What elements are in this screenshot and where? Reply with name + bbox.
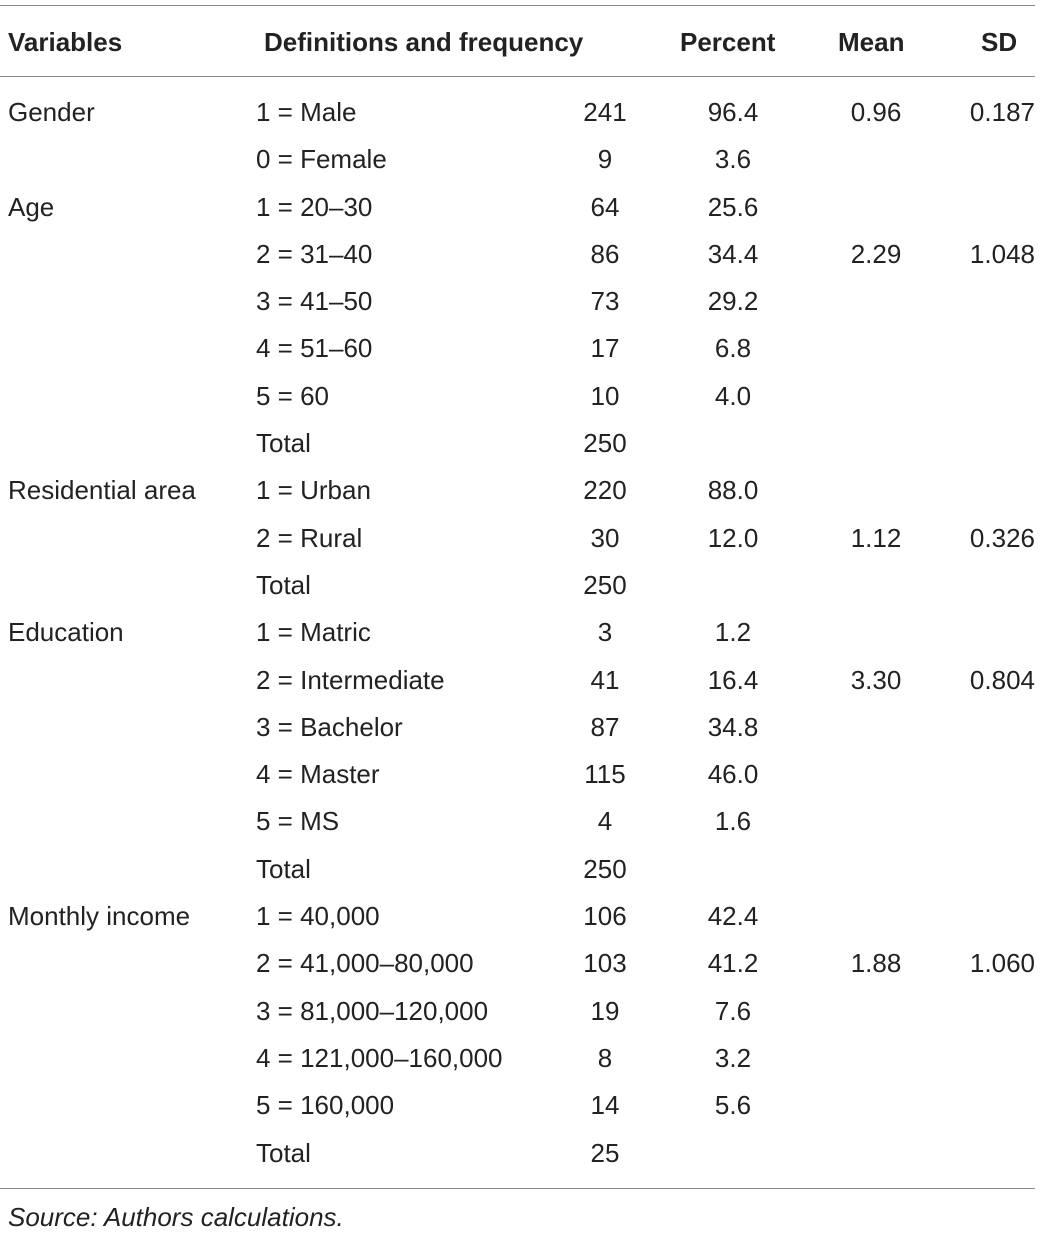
table-bottom-rule <box>0 1188 1035 1189</box>
cell-variable: Gender <box>8 97 95 127</box>
table-row <box>0 420 1042 467</box>
cell-frequency: 250 <box>583 428 627 459</box>
cell-frequency: 220 <box>583 475 627 506</box>
cell-definition: 1 = 40,000 <box>256 901 380 932</box>
cell-frequency: 103 <box>583 948 627 979</box>
cell-definition: 1 = Male <box>256 97 357 127</box>
cell-frequency: 30 <box>590 522 620 553</box>
cell-percent: 6.8 <box>714 333 752 364</box>
cell-mean: 1.88 <box>850 948 902 979</box>
table-row <box>0 751 1042 798</box>
table-header-rule <box>0 76 1035 77</box>
cell-percent: 41.2 <box>707 948 759 979</box>
cell-percent: 1.6 <box>714 806 752 837</box>
table-row <box>0 657 1042 704</box>
cell-frequency: 9 <box>597 144 613 175</box>
cell-variable: Monthly income <box>8 901 191 932</box>
cell-percent: 5.6 <box>714 1090 752 1121</box>
table-row <box>0 1082 1042 1129</box>
table-row <box>0 1130 1042 1177</box>
cell-frequency: 250 <box>583 853 627 884</box>
header-percent: Percent <box>680 27 776 57</box>
cell-mean: 3.30 <box>850 664 902 695</box>
cell-sd: 0.187 <box>969 97 1035 127</box>
cell-percent: 1.2 <box>714 617 752 648</box>
header-mean: Mean <box>838 27 905 57</box>
cell-frequency: 73 <box>590 286 620 317</box>
cell-definition: 4 = Master <box>256 759 380 790</box>
cell-definition: 2 = Rural <box>256 522 363 553</box>
table-row <box>0 278 1042 325</box>
table-row <box>0 373 1042 420</box>
table-row <box>0 562 1042 609</box>
cell-definition: Total <box>256 853 311 884</box>
cell-frequency: 106 <box>583 901 627 932</box>
cell-definition: Total <box>256 428 311 459</box>
cell-percent: 29.2 <box>707 286 759 317</box>
cell-mean: 1.12 <box>850 522 902 553</box>
cell-percent: 88.0 <box>707 475 759 506</box>
table-row <box>0 184 1042 231</box>
cell-definition: 4 = 121,000–160,000 <box>256 1042 503 1073</box>
table-row <box>0 325 1042 372</box>
cell-definition: 0 = Female <box>256 144 387 175</box>
cell-frequency: 19 <box>590 995 620 1026</box>
cell-frequency: 25 <box>590 1137 620 1168</box>
cell-percent: 34.8 <box>707 711 759 742</box>
table-row <box>0 609 1042 656</box>
table-row <box>0 515 1042 562</box>
cell-definition: 2 = Intermediate <box>256 664 445 695</box>
cell-definition: 5 = MS <box>256 806 340 837</box>
cell-definition: Total <box>256 569 311 600</box>
table-header-row <box>0 20 1042 64</box>
cell-variable: Residential area <box>8 475 196 506</box>
table-row <box>0 893 1042 940</box>
cell-definition: 3 = 81,000–120,000 <box>256 995 489 1026</box>
table-source-note: Source: Authors calculations. <box>8 1202 344 1232</box>
cell-mean: 0.96 <box>850 97 902 127</box>
cell-percent: 46.0 <box>707 759 759 790</box>
table-row <box>0 846 1042 893</box>
cell-frequency: 241 <box>583 97 627 127</box>
cell-frequency: 14 <box>590 1090 620 1121</box>
table-body <box>0 89 1042 1177</box>
cell-definition: 1 = Urban <box>256 475 371 506</box>
cell-definition: 4 = 51–60 <box>256 333 373 364</box>
cell-percent: 96.4 <box>707 97 759 127</box>
cell-frequency: 86 <box>590 238 620 269</box>
cell-percent: 42.4 <box>707 901 759 932</box>
cell-definition: 1 = 20–30 <box>256 191 373 222</box>
cell-percent: 16.4 <box>707 664 759 695</box>
cell-frequency: 41 <box>590 664 620 695</box>
cell-frequency: 115 <box>584 759 626 790</box>
table-row <box>0 798 1042 845</box>
cell-sd: 0.804 <box>969 664 1035 695</box>
cell-frequency: 3 <box>597 617 613 648</box>
cell-definition: 2 = 41,000–80,000 <box>256 948 474 979</box>
table-top-rule <box>0 5 1035 6</box>
cell-percent: 25.6 <box>707 191 759 222</box>
cell-sd: 0.326 <box>969 522 1035 553</box>
header-sd: SD <box>981 27 1018 57</box>
table-row <box>0 1035 1042 1082</box>
table-row <box>0 940 1042 987</box>
cell-percent: 7.6 <box>714 995 752 1026</box>
cell-percent: 3.2 <box>714 1042 752 1073</box>
cell-frequency: 250 <box>583 569 627 600</box>
header-variables: Variables <box>8 27 123 57</box>
cell-frequency: 17 <box>590 333 620 364</box>
cell-percent: 4.0 <box>714 380 752 411</box>
cell-definition: Total <box>256 1137 311 1168</box>
cell-frequency: 87 <box>590 711 620 742</box>
cell-percent: 12.0 <box>707 522 759 553</box>
cell-definition: 3 = 41–50 <box>256 286 373 317</box>
table-row <box>0 467 1042 514</box>
cell-frequency: 64 <box>590 191 620 222</box>
cell-definition: 3 = Bachelor <box>256 711 403 742</box>
table-row <box>0 136 1042 183</box>
cell-percent: 3.6 <box>714 144 752 175</box>
cell-sd: 1.060 <box>969 948 1035 979</box>
cell-percent: 34.4 <box>707 238 759 269</box>
cell-variable: Education <box>8 617 124 648</box>
cell-definition: 2 = 31–40 <box>256 238 373 269</box>
table-row <box>0 988 1042 1035</box>
cell-definition: 5 = 60 <box>256 380 330 411</box>
cell-sd: 1.048 <box>969 238 1035 269</box>
table-row <box>0 231 1042 278</box>
cell-frequency: 4 <box>597 806 613 837</box>
cell-mean: 2.29 <box>850 238 902 269</box>
header-definitions: Definitions and frequency <box>264 27 584 57</box>
table-row <box>0 704 1042 751</box>
cell-definition: 1 = Matric <box>256 617 371 648</box>
cell-frequency: 8 <box>597 1042 613 1073</box>
table-row <box>0 89 1042 136</box>
cell-definition: 5 = 160,000 <box>256 1090 395 1121</box>
cell-frequency: 10 <box>590 380 620 411</box>
cell-variable: Age <box>8 191 55 222</box>
